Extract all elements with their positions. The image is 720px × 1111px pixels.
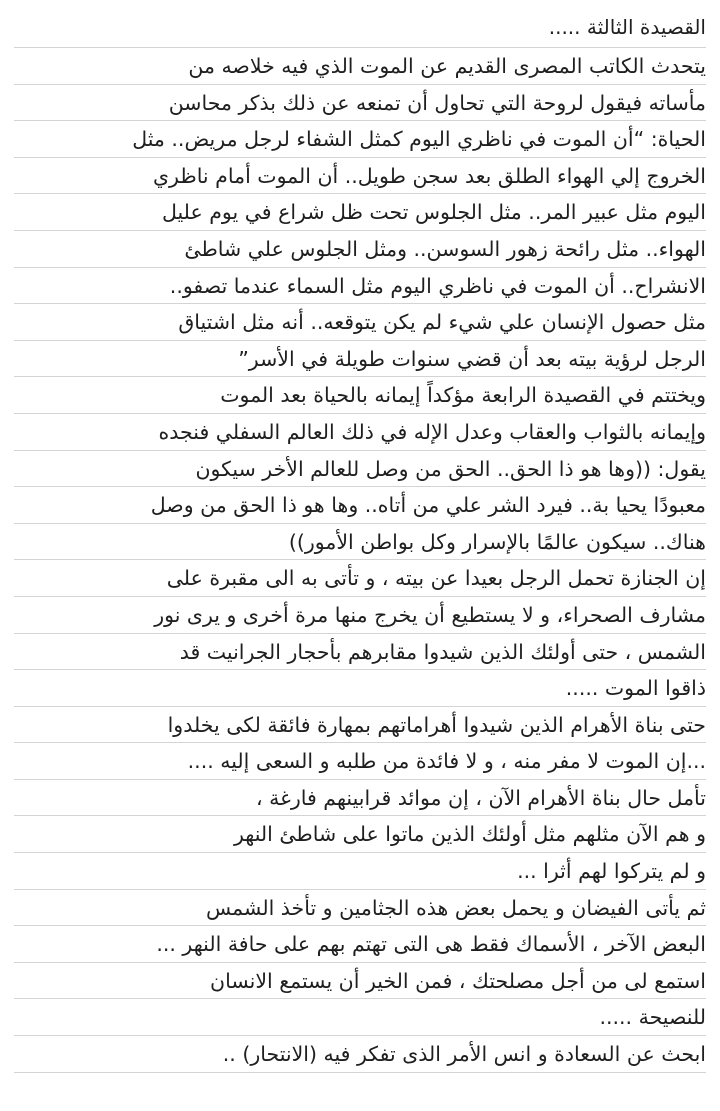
document-body xyxy=(14,6,706,1073)
text-line: وإيمانه بالثواب والعقاب وعدل الإله في ذلك العالم السفلي فنجده xyxy=(14,414,706,451)
text-line: مثل حصول الإنسان علي شيء لم يكن يتوقعه.. أنه مثل اشتياق xyxy=(14,304,706,341)
text-line: الانشراح.. أن الموت في ناظري اليوم مثل السماء عندما تصفو.. xyxy=(14,268,706,305)
text-line: مشارف الصحراء، و لا يستطيع أن يخرج منها مرة أخرى و يرى نور xyxy=(14,597,706,634)
text-line: مأساته فيقول لروحة التي تحاول أن تمنعه عن ذلك بذكر محاسن xyxy=(14,85,706,122)
text-line: الخروج إلي الهواء الطلق بعد سجن طويل.. أن الموت أمام ناظري xyxy=(14,158,706,195)
text-line: ...إن الموت لا مفر منه ، و لا فائدة من طلبه و السعى إليه .... xyxy=(14,743,706,780)
text-line: الشمس ، حتى أولئك الذين شيدوا مقابرهم بأحجار الجرانيت قد xyxy=(14,634,706,671)
text-line: ويختتم في القصيدة الرابعة مؤكداً إيمانه بالحياة بعد الموت xyxy=(14,377,706,414)
text-line: يقول: ((وها هو ذا الحق.. الحق من وصل للعالم الأخر سيكون xyxy=(14,451,706,488)
section-heading: القصيدة الثالثة ..... xyxy=(14,6,706,48)
text-line: إن الجنازة تحمل الرجل بعيدا عن بيته ، و تأتى به الى مقبرة على xyxy=(14,560,706,597)
text-line: ثم يأتى الفيضان و يحمل بعض هذه الجثامين و تأخذ الشمس xyxy=(14,890,706,927)
text-line: ذاقوا الموت ..... xyxy=(14,670,706,707)
text-line: يتحدث الكاتب المصرى القديم عن الموت الذي فيه خلاصه من xyxy=(14,48,706,85)
text-line: و هم الآن مثلهم مثل أولئك الذين ماتوا على شاطئ النهر xyxy=(14,816,706,853)
text-line: هناك.. سيكون عالمًا بالإسرار وكل بواطن الأمور)) xyxy=(14,524,706,561)
text-line: البعض الآخر ، الأسماك فقط هى التى تهتم بهم على حافة النهر ... xyxy=(14,926,706,963)
text-line: تأمل حال بناة الأهرام الآن ، إن موائد قرابينهم فارغة ، xyxy=(14,780,706,817)
text-line: الهواء.. مثل رائحة زهور السوسن.. ومثل الجلوس علي شاطئ xyxy=(14,231,706,268)
text-line: استمع لى من أجل مصلحتك ، فمن الخير أن يستمع الانسان xyxy=(14,963,706,1000)
text-line: ابحث عن السعادة و انس الأمر الذى تفكر فيه (الانتحار) .. xyxy=(14,1036,706,1073)
text-line: الحياة: “أن الموت في ناظري اليوم كمثل الشفاء لرجل مريض.. مثل xyxy=(14,121,706,158)
text-line: حتى بناة الأهرام الذين شيدوا أهراماتهم بمهارة فائقة لكى يخلدوا xyxy=(14,707,706,744)
text-line: للنصيحة ..... xyxy=(14,999,706,1036)
text-line: اليوم مثل عبير المر.. مثل الجلوس تحت ظل شراع في يوم عليل xyxy=(14,194,706,231)
text-line: و لم يتركوا لهم أثرا ... xyxy=(14,853,706,890)
text-line: الرجل لرؤية بيته بعد أن قضي سنوات طويلة في الأسر” xyxy=(14,341,706,378)
text-line: معبودًا يحيا بة.. فيرد الشر علي من أتاه.. وها هو ذا الحق من وصل xyxy=(14,487,706,524)
